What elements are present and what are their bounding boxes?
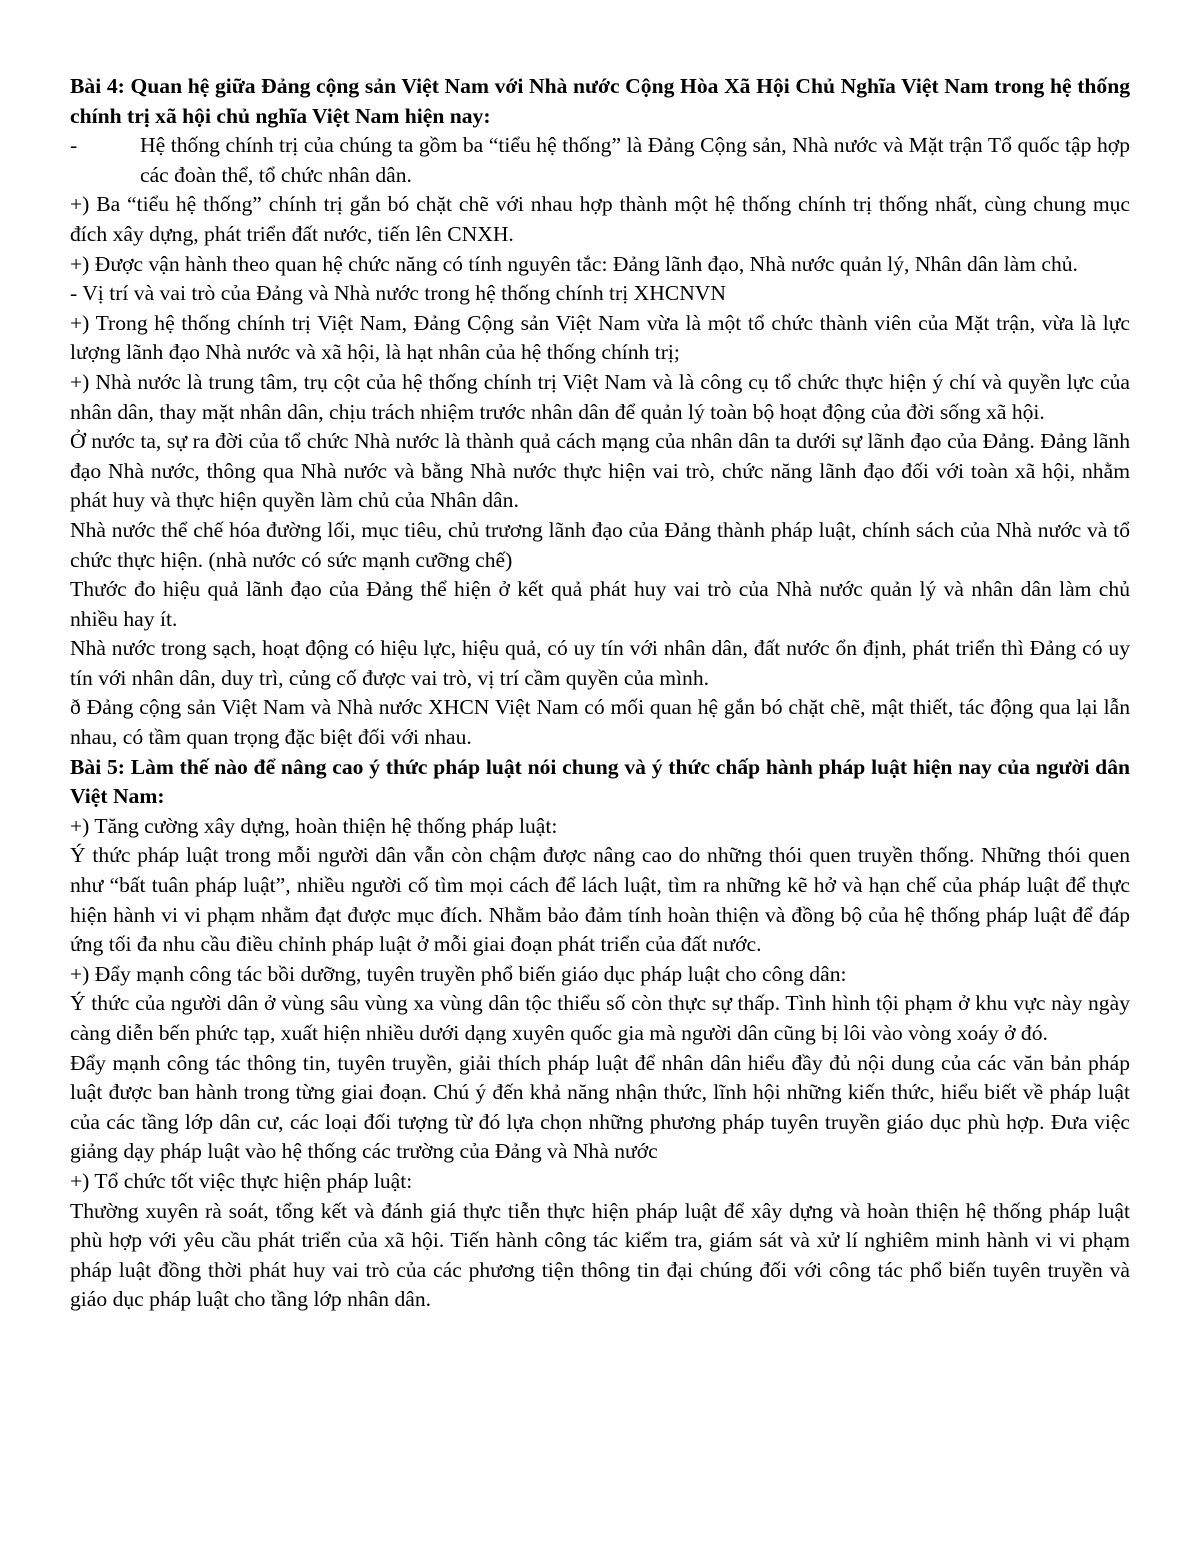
section-4-conclusion: ð Đảng cộng sản Việt Nam và Nhà nước XHCN Việt Nam có mối quan hệ gắn bó chặt chẽ, mật thiết, tác động qua lại lẫn nhau, có tầm quan trọng đặc biệt đối với nhau. (70, 695, 1130, 750)
section-5-paragraph: +) Đẩy mạnh công tác bồi dưỡng, tuyên truyền phổ biến giáo dục pháp luật cho công dân: (70, 961, 847, 986)
bullet-marker: - (70, 133, 78, 158)
section-4-paragraph: +) Trong hệ thống chính trị Việt Nam, Đảng Cộng sản Việt Nam vừa là một tổ chức thành viên của Mặt trận, vừa là lực lượng lãnh đạo Nhà nước và xã hội, là hạt nhân của hệ thống chính trị; (70, 310, 1130, 365)
section-4-paragraph: +) Được vận hành theo quan hệ chức năng có tính nguyên tắc: Đảng lãnh đạo, Nhà nước quản lý, Nhân dân làm chủ. (70, 251, 1078, 276)
section-5-paragraph: +) Tăng cường xây dựng, hoàn thiện hệ thống pháp luật: (70, 813, 558, 838)
section-5-paragraph: Ý thức pháp luật trong mỗi người dân vẫn còn chậm được nâng cao do những thói quen truyền thống. Những thói quen như “bất tuân pháp luật”, nhiều người cố tìm mọi cách để lách luật, tìm ra những kẽ hở và hạn chế của pháp luật để thực hiện hành vi vi phạm nhằm đạt được mục đích. Nhằm bảo đảm tính hoàn thiện và đồng bộ của hệ thống pháp luật để đáp ứng tối đa nhu cầu điều chỉnh pháp luật ở mỗi giai đoạn phát triển của đất nước. (70, 843, 1130, 957)
section-4-paragraph: +) Nhà nước là trung tâm, trụ cột của hệ thống chính trị Việt Nam và là công cụ tổ chức thực hiện ý chí và quyền lực của nhân dân, thay mặt nhân dân, chịu trách nhiệm trước nhân dân để quản lý toàn bộ hoạt động của đời sống xã hội. (70, 369, 1130, 424)
section-4-paragraph: - Vị trí và vai trò của Đảng và Nhà nước trong hệ thống chính trị XHCNVN (70, 281, 726, 306)
section-5-paragraph: Thường xuyên rà soát, tổng kết và đánh giá thực tiễn thực hiện pháp luật để xây dựng và hoàn thiện hệ thống pháp luật phù hợp với yêu cầu phát triển của xã hội. Tiến hành công tác kiểm tra, giám sát và xử lí nghiêm minh hành vi vi phạm pháp luật đồng thời phát huy vai trò của các phương tiện thông tin đại chúng đối với công tác phổ biến tuyên truyền và giáo dục pháp luật cho tầng lớp nhân dân. (70, 1198, 1130, 1312)
section-4-bullet (70, 131, 1130, 190)
section-4-paragraph: Nhà nước trong sạch, hoạt động có hiệu lực, hiệu quả, có uy tín với nhân dân, đất nước ổn định, phát triển thì Đảng có uy tín với nhân dân, duy trì, củng cố được vai trò, vị trí cầm quyền của mình. (70, 636, 1130, 690)
section-4-paragraph: +) Ba “tiểu hệ thống” chính trị gắn bó chặt chẽ với nhau hợp thành một hệ thống chính trị thống nhất, cùng chung mục đích xây dựng, phát triển đất nước, tiến lên CNXH. (70, 192, 1130, 246)
section-5-paragraph: Đẩy mạnh công tác thông tin, tuyên truyền, giải thích pháp luật để nhân dân hiểu đầy đủ nội dung của các văn bản pháp luật được ban hành trong từng giai đoạn. Chú ý đến khả năng nhận thức, lĩnh hội những kiến thức, hiểu biết về pháp luật của các tầng lớp dân cư, các loại đối tượng từ đó lựa chọn những phương pháp tuyên truyền giáo dục phù hợp. Đưa việc giảng dạy pháp luật vào hệ thống các trường của Đảng và Nhà nước (70, 1050, 1130, 1164)
section-4-paragraph: Ở nước ta, sự ra đời của tổ chức Nhà nước là thành quả cách mạng của nhân dân ta dưới sự lãnh đạo của Đảng. Đảng lãnh đạo Nhà nước, thông qua Nhà nước và bằng Nhà nước thực hiện vai trò, chức năng lãnh đạo đối với toàn xã hội, nhằm phát huy và thực hiện quyền làm chủ của Nhân dân. (70, 429, 1130, 513)
section-4-paragraph: Nhà nước thể chế hóa đường lối, mục tiêu, chủ trương lãnh đạo của Đảng thành pháp luật, chính sách của Nhà nước và tổ chức thực hiện. (nhà nước có sức mạnh cưỡng chế) (70, 517, 1130, 572)
section-5-paragraph: Ý thức của người dân ở vùng sâu vùng xa vùng dân tộc thiểu số còn thực sự thấp. Tình hình tội phạm ở khu vực này ngày càng diễn bến phức tạp, xuất hiện nhiều dưới dạng xuyên quốc gia mà người dân cũng bị lôi vào vòng xoáy ở đó. (70, 991, 1130, 1045)
section-4-paragraph: Thước đo hiệu quả lãnh đạo của Đảng thể hiện ở kết quả phát huy vai trò của Nhà nước quản lý và nhân dân làm chủ nhiều hay ít. (70, 577, 1130, 631)
bullet-text: Hệ thống chính trị của chúng ta gồm ba “tiểu hệ thống” là Đảng Cộng sản, Nhà nước và Mặt trận Tổ quốc tập hợp các đoàn thể, tổ chức nhân dân. (140, 133, 1130, 187)
section-5-heading: Bài 5: Làm thế nào để nâng cao ý thức pháp luật nói chung và ý thức chấp hành pháp luật hiện nay của người dân Việt Nam: (70, 754, 1130, 809)
section-4-heading: Bài 4: Quan hệ giữa Đảng cộng sản Việt Nam với Nhà nước Cộng Hòa Xã Hội Chủ Nghĩa Việt Nam trong hệ thống chính trị xã hội chủ nghĩa Việt Nam hiện nay: (70, 74, 1130, 128)
section-5-paragraph: +) Tổ chức tốt việc thực hiện pháp luật: (70, 1168, 413, 1193)
